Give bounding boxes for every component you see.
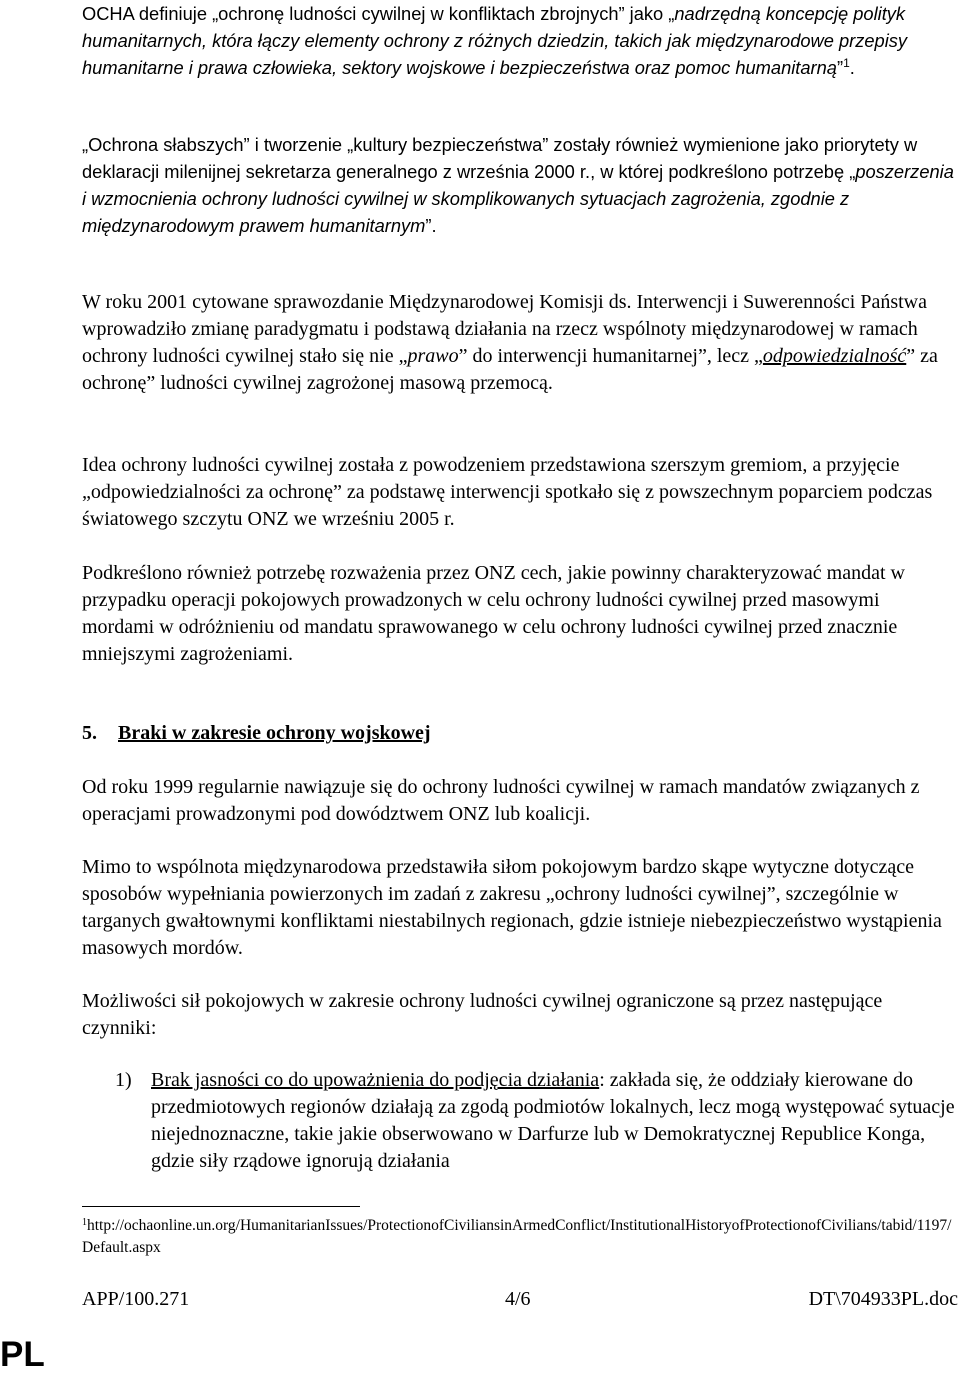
section-heading bbox=[82, 720, 431, 747]
list-item bbox=[115, 1067, 957, 1175]
footnote-number: 1 bbox=[82, 1217, 87, 1228]
footnote-separator bbox=[82, 1206, 360, 1207]
text: ” za ochronę” ludności cywilnej zagrożonej masową przemocą. bbox=[82, 345, 938, 394]
paragraph-icsi-report bbox=[82, 289, 954, 397]
text: „Ochrona słabszych” i tworzenie „kultury bezpieczeństwa” zostały również wymienione jako priorytety w deklaracji milenijnej sekretarza generalnego z września 2000 r. bbox=[82, 134, 918, 182]
list-item-underlined: Brak jasności co do upoważnienia do podjęcia działania bbox=[151, 1069, 600, 1091]
footnote bbox=[82, 1215, 960, 1259]
list-item-text: : zakłada się, że oddziały kierowane do przedmiotowych regionów działają za zgodą podmiotów lokalnych, lecz mogą występować sytuacje niejednoznaczne, takie jakie obserwowano w Darfurze lub w Demokratycznej Republice Konga, gdzie siły rządowe ignorują działania bbox=[151, 1069, 955, 1172]
footer-document-ref: APP/100.271 bbox=[82, 1288, 190, 1310]
paragraph-since-1999: Od roku 1999 regularnie nawiązuje się do ochrony ludności cywilnej w ramach mandatów związanych z operacjami prowadzonymi pod dowództwem ONZ lub koalicji. bbox=[82, 776, 920, 825]
italic-underlined-word: odpowiedzialność bbox=[762, 345, 907, 367]
paragraph-factors-intro: Możliwości sił pokojowych w zakresie ochrony ludności cywilnej ograniczone są przez następujące czynniki: bbox=[82, 990, 883, 1039]
text: ”. bbox=[425, 215, 437, 236]
paragraph-guidelines: Mimo to wspólnota międzynarodowa przedstawiła siłom pokojowym bardzo skąpe wytyczne dotyczące sposobów wypełniania powierzonych im zadań z zakresu „ochrony ludności cywilnej”, szczególnie w targanych gwałtownymi konfliktami niestabilnych regionach, gdzie istnieje niebezpieczeństwo wystąpienia masowych mordów. bbox=[82, 856, 942, 959]
text: ” bbox=[836, 57, 844, 78]
text: ” do interwencji humanitarnej”, lecz „ bbox=[458, 345, 763, 367]
italic-word: prawo bbox=[407, 345, 459, 367]
footnote-ref: 1 bbox=[843, 56, 850, 70]
section-number: 5. bbox=[82, 722, 97, 744]
text: OCHA definiuje „ochronę ludności cywilnej w konfliktach zbrojnych” jako „ bbox=[82, 3, 675, 24]
text: , w której podkreślono potrzebę „ bbox=[590, 161, 856, 182]
footer-file-name: DT\704933PL.doc bbox=[808, 1288, 958, 1310]
paragraph-ocha-definition bbox=[82, 0, 954, 81]
paragraph-millennium-declaration bbox=[82, 131, 954, 239]
paragraph-un-summit: Idea ochrony ludności cywilnej została z powodzeniem przedstawiona szerszym gremiom, a przyjęcie „odpowiedzialności za ochronę” za podstawę interwencji spotkało się z powszechnym poparciem podczas światowego szczytu ONZ we wrześniu 2005 r. bbox=[82, 454, 933, 530]
text: . bbox=[849, 57, 855, 78]
paragraph-mandate-features: Podkreślono również potrzebę rozważenia przez ONZ cech, jakie powinny charakteryzować mandat w przypadku operacji pokojowych prowadzonych w celu ochrony ludności cywilnej przed masowymi mordami w odróżnieniu od mandatu sprawowanego w celu ochrony ludności cywilnej przed znacznie mniejszymi zagrożeniami. bbox=[82, 562, 905, 665]
text: W roku 2001 cytowane sprawozdanie Międzynarodowej Komisji ds. Interwencji i Suwerenności Państwa wprowadziło zmianę paradygmatu i podstawą działania na rzecz wspólnoty międzynarodowej w ramach ochrony ludności cywilnej stało się nie „ bbox=[82, 291, 927, 367]
section-title: Braki w zakresie ochrony wojskowej bbox=[118, 722, 431, 744]
italic-quote: poszerzenia i wzmocnienia ochrony ludności cywilnej w skomplikowanych sytuacjach zagrożenia, zgodnie z międzynarodowym prawem humanitarnym bbox=[82, 161, 954, 236]
footer-page-number: 4/6 bbox=[505, 1288, 531, 1310]
italic-quote: nadrzędną koncepcję polityk humanitarnych, która łączy elementy ochrony z różnych dziedzin, takich jak międzynarodowe przepisy humanitarne i prawa człowieka, sektory wojskowe i bezpieczeństwa oraz pomoc humanitarną bbox=[82, 3, 908, 78]
list-marker: 1) bbox=[115, 1069, 132, 1091]
list-item-content bbox=[151, 1067, 957, 1175]
footnote-url[interactable]: http://ochaonline.un.org/HumanitarianIssues/ProtectionofCiviliansinArmedConflict/InstitutionalHistoryofProtectionofCivilians/tabid/1197/Default.aspx bbox=[82, 1217, 952, 1256]
language-code: PL bbox=[0, 1335, 45, 1374]
